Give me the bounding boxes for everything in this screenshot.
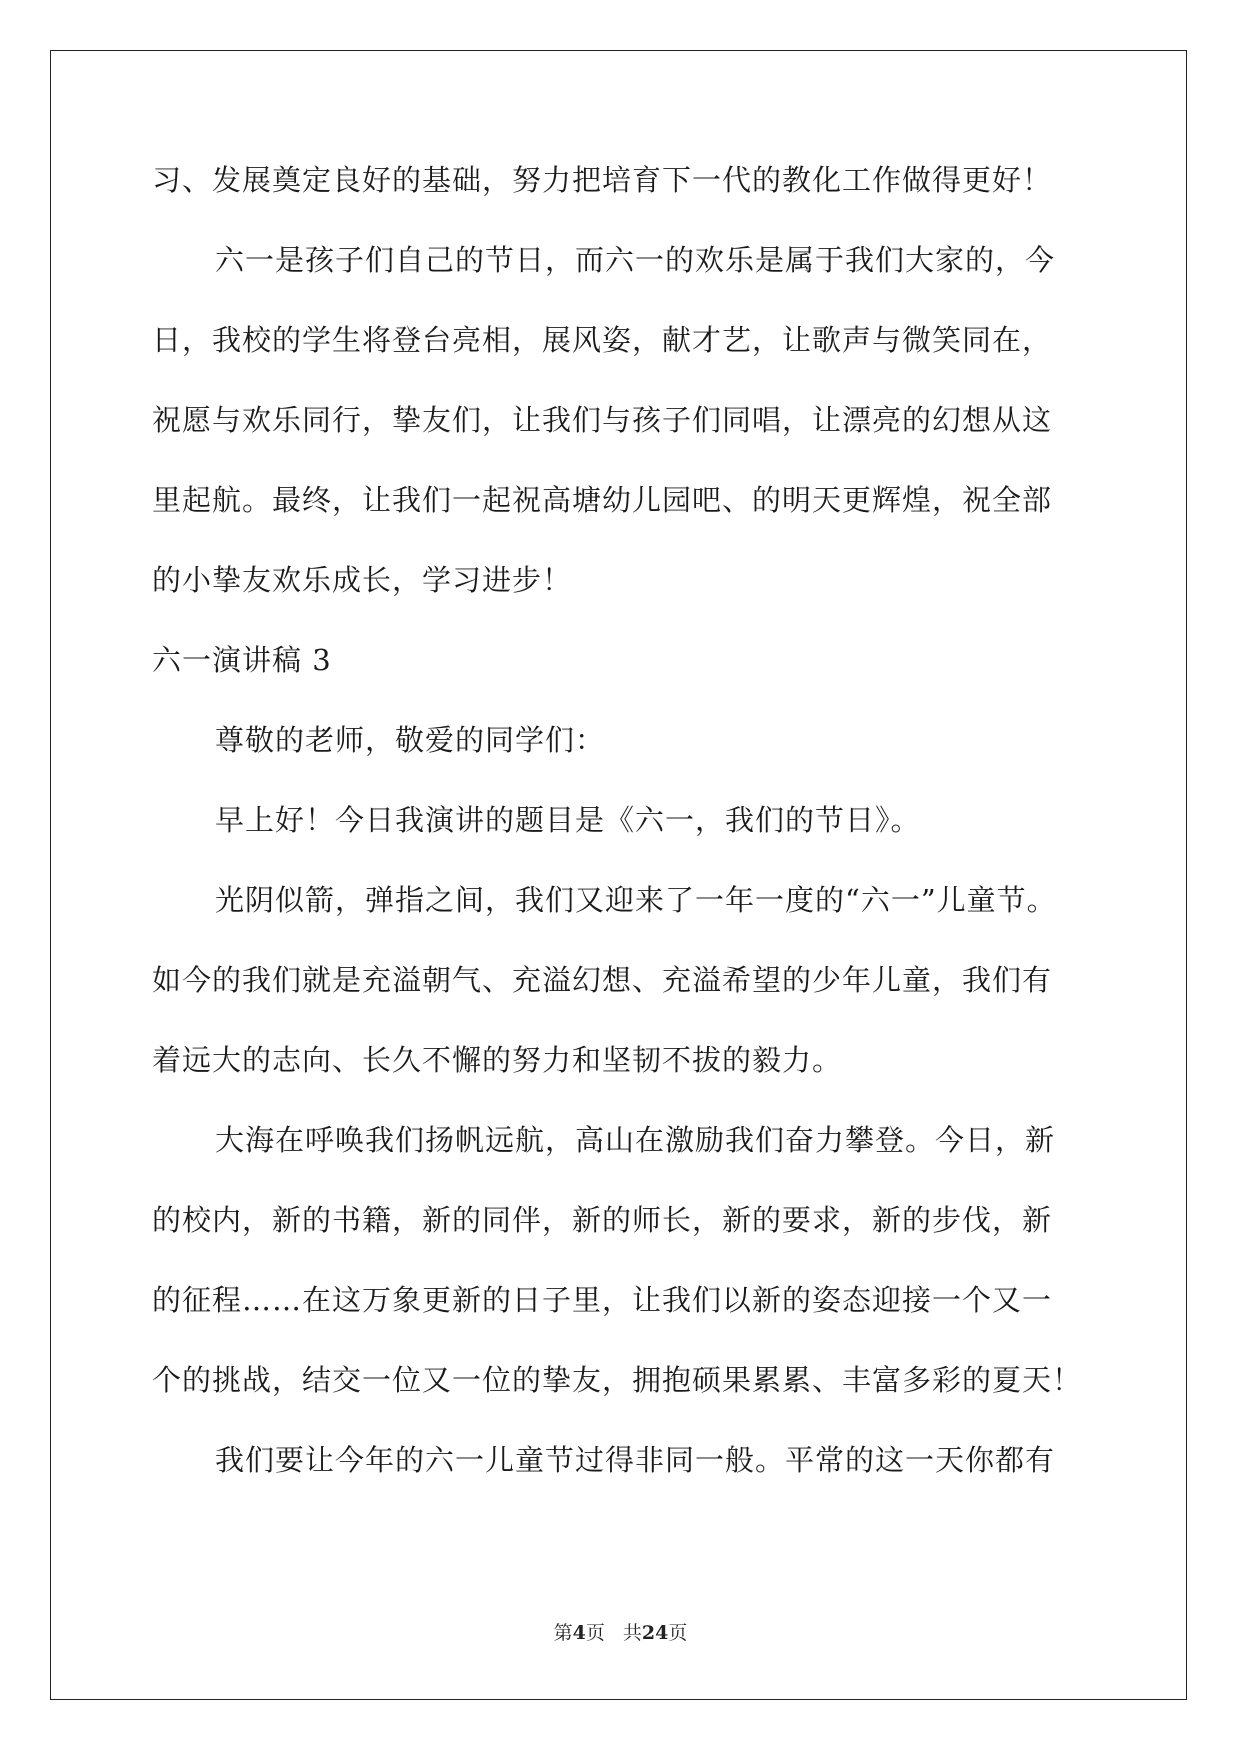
- document-body: [152, 160, 1092, 1520]
- text-line: 六一是孩子们自己的节日，而六一的欢乐是属于我们大家的，今: [215, 243, 1056, 277]
- page-footer: [0, 1618, 1241, 1645]
- text-line: 的征程……在这万象更新的日子里，让我们以新的姿态迎接一个又一: [152, 1283, 1053, 1317]
- text-line: 个的挑战，结交一位又一位的挚友，拥抱硕果累累、丰富多彩的夏天！: [152, 1363, 1083, 1397]
- text-line: 我们要让今年的六一儿童节过得非同一般。平常的这一天你都有: [215, 1443, 1056, 1477]
- text-line: 日，我校的学生将登台亮相，展风姿，献才艺，让歌声与微笑同在，: [152, 323, 1053, 357]
- text-line: 早上好！今日我演讲的题目是《六一，我们的节日》。: [215, 803, 921, 837]
- page-prefix: 第: [553, 1622, 573, 1644]
- text-line: 里起航。最终，让我们一起祝高塘幼儿园吧、的明天更辉煌，祝全部: [152, 483, 1053, 517]
- text-line: 光阴似箭，弹指之间，我们又迎来了一年一度的“六一”儿童节。: [215, 883, 1057, 917]
- text-line: 的校内，新的书籍，新的同伴，新的师长，新的要求，新的步伐，新: [152, 1203, 1053, 1237]
- total-prefix: 共: [622, 1622, 642, 1644]
- total-suffix: 页: [668, 1622, 688, 1644]
- page-number: 4: [572, 1622, 586, 1644]
- text-line: 习、发展奠定良好的基础，努力把培育下一代的教化工作做得更好！: [152, 163, 1053, 197]
- text-line: 祝愿与欢乐同行，挚友们，让我们与孩子们同唱，让漂亮的幻想从这: [152, 403, 1053, 437]
- section-heading: 六一演讲稿 3: [152, 643, 332, 677]
- text-line: 尊敬的老师，敬爱的同学们：: [215, 723, 606, 757]
- total-pages: 24: [641, 1622, 669, 1644]
- text-line: 大海在呼唤我们扬帆远航，高山在激励我们奋力攀登。今日，新: [215, 1123, 1056, 1157]
- text-line: 的小挚友欢乐成长，学习进步！: [152, 563, 573, 597]
- page-suffix: 页: [585, 1622, 605, 1644]
- text-line: 如今的我们就是充溢朝气、充溢幻想、充溢希望的少年儿童，我们有: [152, 963, 1053, 997]
- text-line: 着远大的志向、长久不懈的努力和坚韧不拔的毅力。: [152, 1043, 843, 1077]
